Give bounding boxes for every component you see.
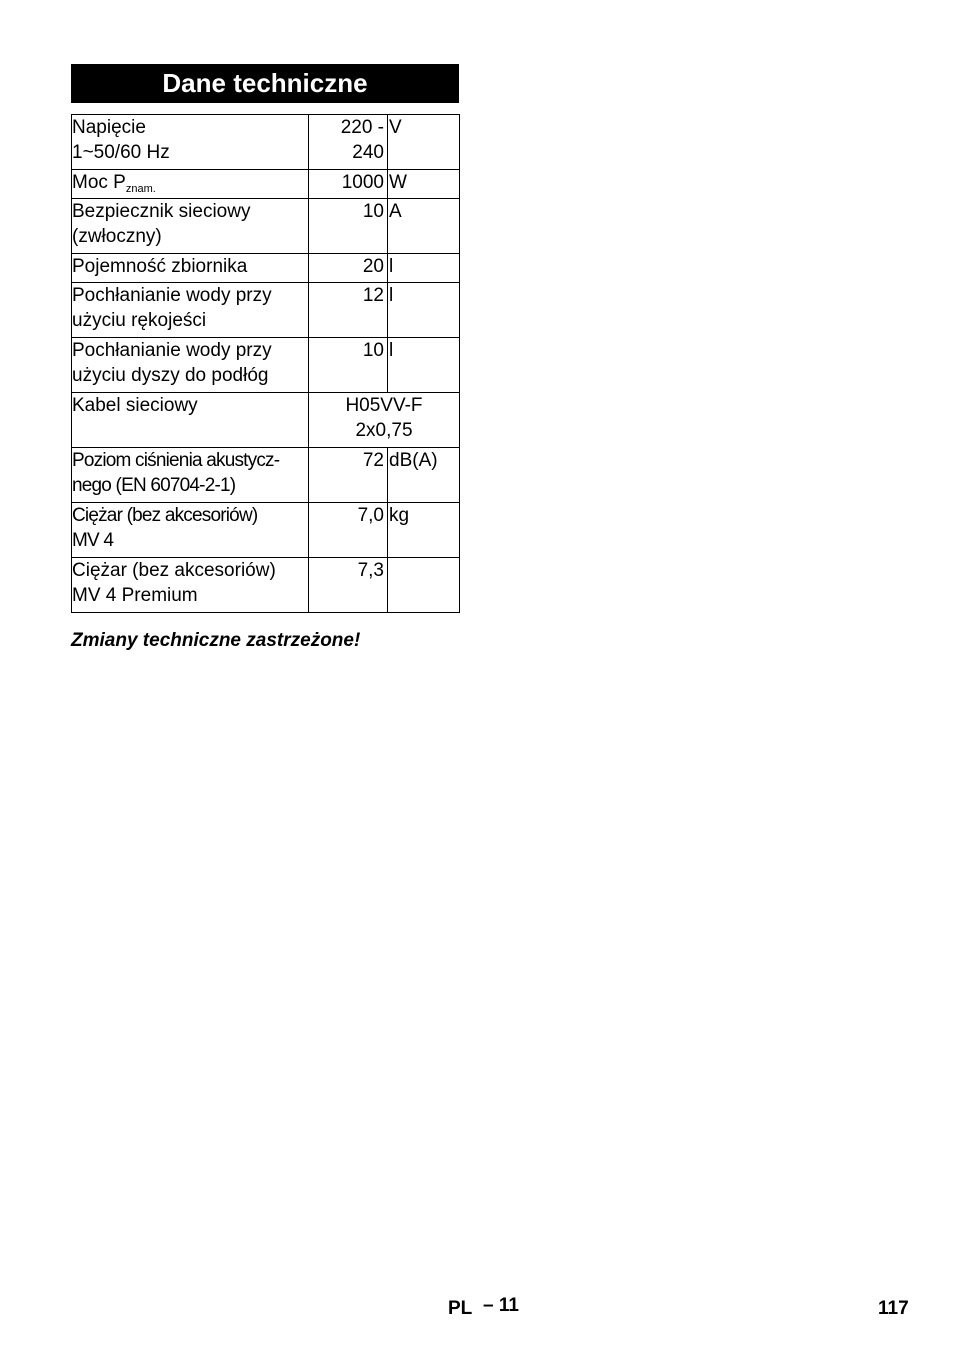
row-label: Pojemność zbiornika — [72, 254, 309, 283]
footer-section-page: – 11 — [483, 1295, 519, 1316]
row-unit: l — [388, 338, 460, 393]
footer-language: PL — [448, 1298, 473, 1319]
row-unit: V — [388, 115, 460, 170]
table-row — [72, 254, 460, 283]
table-row — [72, 115, 460, 170]
row-unit: l — [388, 283, 460, 338]
row-value: 12 — [309, 283, 388, 338]
footer-page-number: 117 — [878, 1298, 909, 1319]
row-unit: dB(A) — [388, 448, 460, 503]
row-value: 7,0 — [309, 503, 388, 558]
row-unit — [388, 558, 460, 613]
label-subscript: znam. — [125, 183, 156, 195]
row-value: 72 — [309, 448, 388, 503]
row-value: 20 — [309, 254, 388, 283]
table-row — [72, 199, 460, 254]
table-row — [72, 393, 460, 448]
row-label: Poziom ciśnienia akustycz- nego (EN 60704-2-1) — [72, 448, 309, 503]
table-row — [72, 338, 460, 393]
row-label: Pochłanianie wody przy użyciu dyszy do podłóg — [72, 338, 309, 393]
table-row — [72, 558, 460, 613]
row-label: Ciężar (bez akcesoriów) MV 4 — [72, 503, 309, 558]
row-value: 10 — [309, 199, 388, 254]
row-unit: A — [388, 199, 460, 254]
row-value: 220 - 240 — [309, 115, 388, 170]
table-row — [72, 448, 460, 503]
technical-data-table — [71, 114, 460, 613]
row-unit: kg — [388, 503, 460, 558]
section-title: Dane techniczne — [71, 64, 459, 103]
row-label: Bezpiecznik sieciowy (zwłoczny) — [72, 199, 309, 254]
row-value: 1000 — [309, 170, 388, 199]
row-label: Moc $P_{znam.}$ — [72, 170, 309, 199]
row-unit: W — [388, 170, 460, 199]
row-label: Ciężar (bez akcesoriów) MV 4 Premium — [72, 558, 309, 613]
row-value: 10 — [309, 338, 388, 393]
row-value: 7,3 — [309, 558, 388, 613]
row-label: Pochłanianie wody przy użyciu rękojeści — [72, 283, 309, 338]
table-row — [72, 283, 460, 338]
table-row — [72, 503, 460, 558]
table-row — [72, 170, 460, 199]
row-unit: l — [388, 254, 460, 283]
row-value: H05VV-F 2x0,75 — [309, 393, 460, 448]
row-label: Kabel sieciowy — [72, 393, 309, 448]
technical-changes-note: Zmiany techniczne zastrzeżone! — [71, 630, 361, 651]
row-label: Napięcie 1~50/60 Hz — [72, 115, 309, 170]
